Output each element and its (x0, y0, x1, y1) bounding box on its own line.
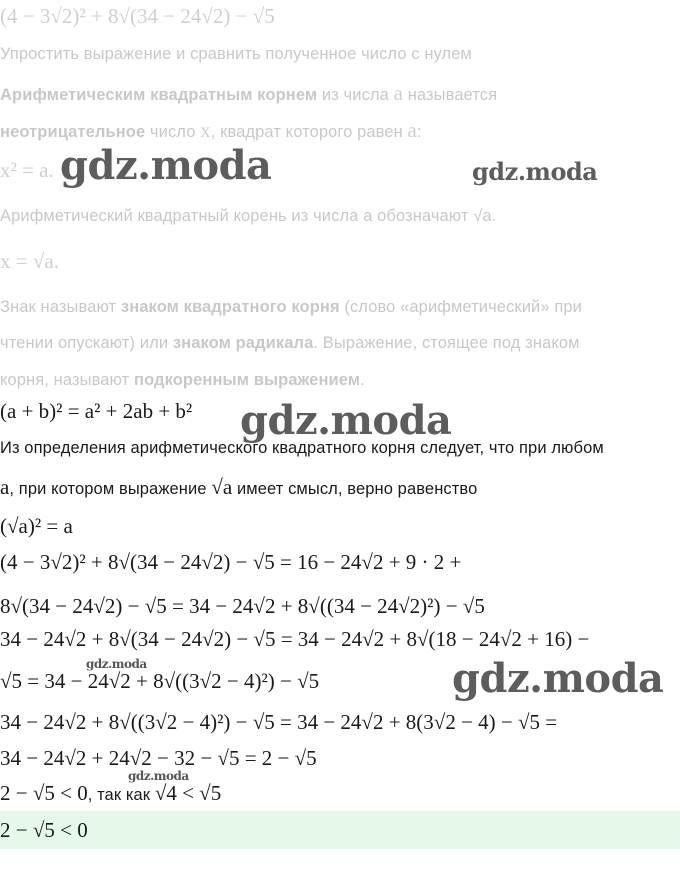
solution-line-1: (4 − 3√2)² + 8√(34 − 24√2) − √5 = 16 − 24√2 + 9 · 2 + (0, 550, 462, 574)
definition-eq-2: x = √a. (0, 249, 59, 273)
definition-line-6: Знак называют знаком квадратного корня (слово «арифметический» при (0, 298, 582, 316)
watermark-logo: gdz.moda (128, 769, 189, 783)
definition-line-7: чтении опускают) или знаком радикала. Выражение, стоящее под знаком (0, 334, 580, 352)
definition-eq-1: x² = a. (0, 158, 54, 182)
solution-line-2: 8√(34 − 24√2) − √5 = 34 − 24√2 + 8√((34 − 24√2)²) − √5 (0, 594, 485, 618)
watermark-logo: gdz.moda (452, 655, 664, 702)
property-line-1: Из определения арифметического квадратного корня следует, что при любом (0, 439, 604, 457)
definition-line-4: Арифметический квадратный корень из числа a обозначают √a. (0, 207, 497, 225)
watermark-logo: gdz.moda (240, 397, 452, 444)
task-instruction: Упростить выражение и сравнить полученное число с нулем (0, 45, 472, 63)
property-line-2: a, при котором выражение √a имеет смысл, верно равенство (0, 475, 478, 499)
watermark-logo: gdz.moda (60, 142, 272, 189)
definition-line-1: Арифметическим квадратным корнем из числа a называется (0, 81, 498, 105)
square-formula: (a + b)² = a² + 2ab + b² (0, 399, 193, 423)
definition-line-8: корня, называют подкоренным выражением. (0, 371, 365, 389)
comparison-line: 2 − √5 < 0, так как √4 < √5 (0, 781, 222, 805)
watermark-logo: gdz.moda (472, 157, 598, 186)
solution-line-3: 34 − 24√2 + 8√(34 − 24√2) − √5 = 34 − 24√2 + 8√(18 − 24√2 + 16) − (0, 627, 590, 651)
solution-line-4: √5 = 34 − 24√2 + 8√((3√2 − 4)²) − √5 (0, 669, 320, 693)
property-eq: (√a)² = a (0, 514, 73, 538)
solution-line-5: 34 − 24√2 + 8√((3√2 − 4)²) − √5 = 34 − 24√2 + 8(3√2 − 4) − √5 = (0, 710, 558, 734)
solution-line-6: 34 − 24√2 + 24√2 − 32 − √5 = 2 − √5 (0, 746, 317, 770)
watermark-logo: gdz.moda (86, 657, 147, 671)
answer-text: 2 − √5 < 0 (0, 818, 88, 842)
definition-term: Арифметическим квадратным корнем (0, 86, 318, 104)
task-expression: (4 − 3√2)² + 8√(34 − 24√2) − √5 (0, 4, 275, 28)
definition-line-2: неотрицательное число x, квадрат которого равен a: (0, 118, 422, 142)
